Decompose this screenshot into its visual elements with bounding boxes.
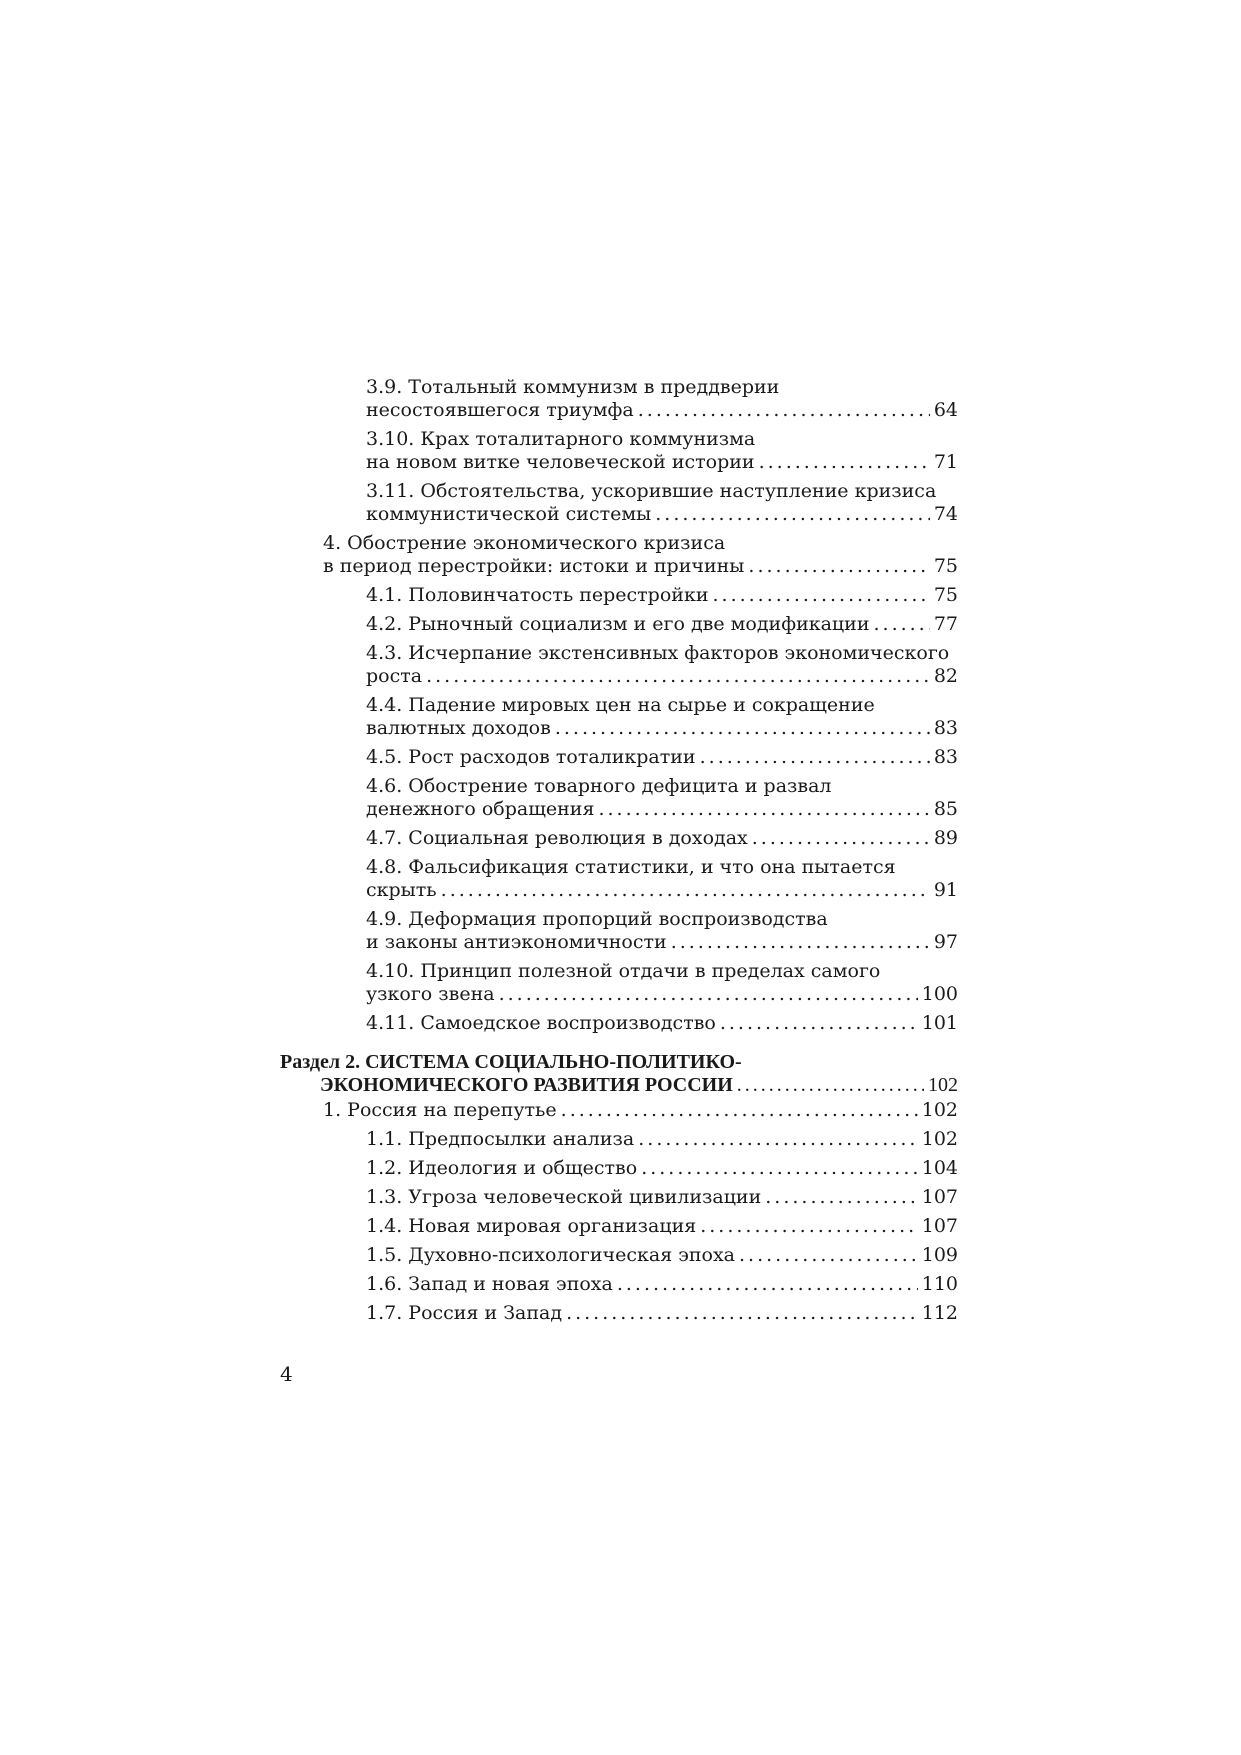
dot-leader (641, 1157, 918, 1180)
dot-leader (671, 931, 930, 954)
toc-entry-4-9[interactable] (280, 908, 958, 954)
toc-entry-title: 4.10. Принцип полезной отдачи в пределах самого (366, 960, 881, 982)
dot-leader (617, 1273, 918, 1296)
toc-entry-title: 1.5. Духовно-психологическая эпоха (366, 1244, 736, 1266)
dot-leader (638, 1128, 918, 1151)
toc-entry-4-2[interactable] (280, 613, 958, 636)
toc-entry-title-cont: денежного обращения (366, 798, 595, 820)
toc-entry-4-6[interactable] (280, 775, 958, 821)
toc-page-number: 104 (921, 1157, 958, 1179)
toc-page-number: 82 (933, 665, 958, 687)
toc-entry-title: 3.11. Обстоятельства, ускорившие наступление кризиса (366, 480, 937, 502)
toc-page-number: 77 (933, 613, 958, 635)
toc-entry-4[interactable] (280, 532, 958, 578)
toc-page-number: 107 (921, 1186, 958, 1208)
toc-page-number: 102 (921, 1099, 958, 1121)
toc-entry-title: 1.3. Угроза человеческой цивилизации (366, 1186, 762, 1208)
dot-leader (759, 451, 930, 474)
dot-leader (555, 717, 930, 740)
toc-page-number: 100 (921, 983, 958, 1005)
toc-page-number: 102 (921, 1128, 958, 1150)
toc-entry-1-7[interactable] (280, 1302, 958, 1325)
toc-entry-title: 4.2. Рыночный социализм и его две модификации (366, 613, 870, 635)
toc-entry-title: 4.3. Исчерпание экстенсивных факторов экономического (366, 642, 950, 664)
toc-page-number: 107 (921, 1215, 958, 1237)
dot-leader (712, 584, 929, 607)
dot-leader (873, 613, 929, 636)
toc-entry-title: 1. Россия на перепутье (323, 1099, 557, 1121)
dot-leader (752, 827, 930, 850)
toc-page-number: 110 (921, 1273, 958, 1295)
toc-entry-1-4[interactable] (280, 1215, 958, 1238)
toc-entry-title: 3.9. Тотальный коммунизм в преддверии (366, 376, 780, 398)
toc-page-number: 109 (921, 1244, 958, 1266)
toc-page-number: 83 (933, 746, 958, 768)
toc-entry-title: 1.6. Запад и новая эпоха (366, 1273, 613, 1295)
toc-page-number: 71 (933, 451, 958, 473)
toc-entry-title: 4.6. Обострение товарного дефицита и развал (366, 775, 832, 797)
toc-entry-1-5[interactable] (280, 1244, 958, 1267)
toc-page-number: 74 (933, 503, 958, 525)
toc-entry-title: 4.11. Самоедское воспроизводство (366, 1012, 716, 1034)
toc-entry-3-11[interactable] (280, 480, 958, 526)
toc-entry-4-5[interactable] (280, 746, 958, 769)
dot-leader (638, 399, 930, 422)
toc-entry-title-cont: скрыть (366, 879, 437, 901)
toc-entry-4-1[interactable] (280, 584, 958, 607)
dot-leader (748, 555, 929, 578)
toc-entry-title-cont: валютных доходов (366, 717, 551, 739)
table-of-contents (280, 376, 958, 1325)
toc-entry-4-4[interactable] (280, 694, 958, 740)
toc-page-number: 75 (933, 584, 958, 606)
dot-leader (700, 1215, 918, 1238)
dot-leader (720, 1012, 918, 1035)
toc-page-number: 101 (921, 1012, 958, 1034)
toc-section-title-cont: ЭКОНОМИЧЕСКОГО РАЗВИТИЯ РОССИИ (320, 1074, 733, 1096)
toc-entry-title-cont: коммунистической системы (366, 503, 652, 525)
dot-leader (739, 1244, 918, 1267)
toc-page-number: 83 (933, 717, 958, 739)
toc-entry-4-3[interactable] (280, 642, 958, 688)
toc-page-number: 85 (933, 798, 958, 820)
toc-section-title: Раздел 2. СИСТЕМА СОЦИАЛЬНО-ПОЛИТИКО- (280, 1051, 742, 1073)
toc-entry-title: 4.7. Социальная революция в доходах (366, 827, 748, 849)
toc-entry-title: 3.10. Крах тоталитарного коммунизма (366, 428, 756, 450)
dot-leader (441, 879, 930, 902)
toc-entry-4-11[interactable] (280, 1012, 958, 1035)
toc-entry-1[interactable] (280, 1099, 958, 1122)
toc-entry-title-cont: на новом витке человеческой истории (366, 451, 755, 473)
toc-section-2[interactable] (280, 1051, 958, 1097)
dot-leader (765, 1186, 917, 1209)
toc-entry-title-cont: роста (366, 665, 423, 687)
toc-entry-4-10[interactable] (280, 960, 958, 1006)
toc-entry-title: 4. Обострение экономического кризиса (323, 532, 726, 554)
toc-entry-title: 4.4. Падение мировых цен на сырье и сокращение (366, 694, 875, 716)
toc-page-number: 75 (933, 555, 958, 577)
toc-entry-1-2[interactable] (280, 1157, 958, 1180)
toc-entry-title: 4.9. Деформация пропорций воспроизводства (366, 908, 828, 930)
toc-entry-4-8[interactable] (280, 856, 958, 902)
toc-entry-title-cont: несостоявшегося триумфа (366, 399, 634, 421)
toc-page-number: 91 (933, 879, 958, 901)
toc-page-number: 102 (928, 1074, 958, 1096)
toc-entry-1-3[interactable] (280, 1186, 958, 1209)
toc-entry-title: 1.1. Предпосылки анализа (366, 1128, 635, 1150)
toc-entry-3-10[interactable] (280, 428, 958, 474)
toc-entry-3-9[interactable] (280, 376, 958, 422)
dot-leader (499, 983, 918, 1006)
toc-entry-title: 4.8. Фальсификация статистики, и что она пытается (366, 856, 896, 878)
toc-entry-title: 4.1. Половинчатость перестройки (366, 584, 709, 606)
dot-leader (426, 665, 930, 688)
dot-leader (700, 746, 930, 769)
toc-entry-title: 1.2. Идеология и общество (366, 1157, 638, 1179)
dot-leader (561, 1099, 918, 1122)
toc-entry-1-6[interactable] (280, 1273, 958, 1296)
toc-page-number: 89 (933, 827, 958, 849)
toc-entry-title-cont: узкого звена (366, 983, 495, 1005)
dot-leader (566, 1302, 918, 1325)
toc-entry-title-cont: и законы антиэкономичности (366, 931, 667, 953)
dot-leader (737, 1074, 924, 1097)
dot-leader (655, 503, 930, 526)
toc-entry-title: 1.7. Россия и Запад (366, 1302, 563, 1324)
toc-page-number: 112 (921, 1302, 958, 1324)
toc-page-number: 64 (933, 399, 958, 421)
toc-entry-title-cont: в период перестройки: истоки и причины (323, 555, 745, 577)
toc-entry-title: 4.5. Рост расходов тоталикратии (366, 746, 696, 768)
toc-entry-title: 1.4. Новая мировая организация (366, 1215, 697, 1237)
toc-entry-1-1[interactable] (280, 1128, 958, 1151)
dot-leader (598, 798, 929, 821)
toc-page-number: 97 (933, 931, 958, 953)
toc-entry-4-7[interactable] (280, 827, 958, 850)
page-number: 4 (280, 1362, 293, 1386)
